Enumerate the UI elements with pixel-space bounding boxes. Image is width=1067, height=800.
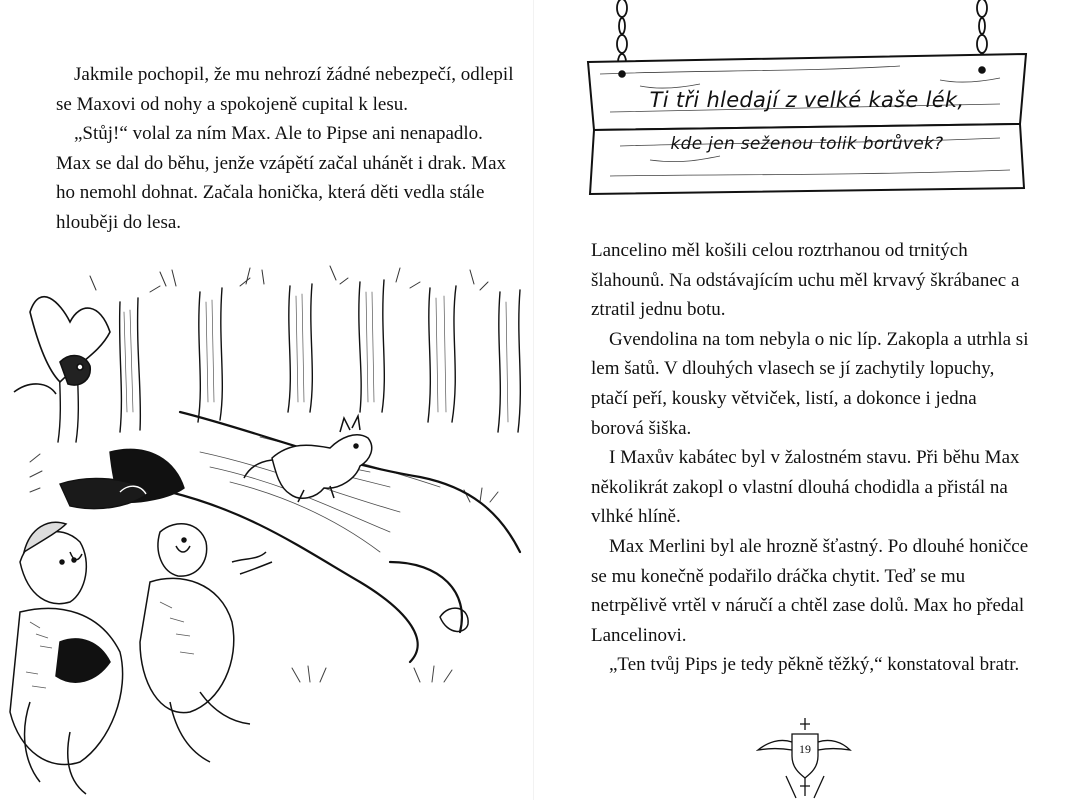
left-page bbox=[0, 0, 533, 800]
rock bbox=[440, 608, 468, 631]
sign-line-2: kde jen seženou tolik borůvek? bbox=[670, 134, 944, 154]
paragraph: Max Merlini byl ale hrozně šťastný. Po dlouhé honičce se mu konečně podařilo dráčka chytit. Teď se mu netrpělivě vrtěl v náručí a chtěl zase dolů. Max ho předal Lancelinovi. bbox=[591, 535, 1029, 646]
right-page-text bbox=[591, 236, 1031, 680]
paragraph: Jakmile pochopil, že mu nehrozí žádné nebezpečí, odlepil se Maxovi od nohy a spokojeně cupital k lesu. bbox=[56, 64, 514, 115]
left-page-text bbox=[56, 60, 516, 238]
page-number-emblem bbox=[756, 716, 852, 800]
sign-chain-left bbox=[617, 0, 627, 70]
paragraph: Lancelino měl košili celou roztrhanou od trnitých šlahounů. Na odstávajícím uchu měl krvavý škrábanec a ztratil jednu botu. bbox=[591, 240, 1020, 321]
forest-chase-illustration bbox=[0, 262, 533, 800]
sword-shield-icon bbox=[756, 716, 852, 800]
children-illustration bbox=[10, 522, 272, 794]
bird-illustration bbox=[14, 297, 110, 394]
paragraph: „Ten tvůj Pips je tedy pěkně těžký,“ konstatoval bratr. bbox=[609, 654, 1020, 676]
right-page bbox=[534, 0, 1067, 800]
dragon-illustration bbox=[244, 416, 372, 502]
paragraph: „Stůj!“ volal za ním Max. Ale to Pipse ani nenapadlo. Max se dal do běhu, jenže vzápětí začal uhánět i drak. Max ho nemohl dohnat. Začala honička, která děti vedla stále hlouběji do lesa. bbox=[56, 123, 507, 233]
paragraph: Gvendolina na tom nebyla o nic líp. Zakopla a utrhla si lem šatů. V dlouhých vlasech se jí zachytily lopuchy, ptačí peří, kousky větviček, listí, a dokonce i jedna borová šiška. bbox=[591, 328, 1029, 439]
hanging-wooden-sign bbox=[580, 0, 1034, 205]
witch-hat-illustration bbox=[60, 449, 184, 508]
sign-line-1: Ti tři hledají z velké kaše lék, bbox=[649, 88, 965, 112]
forest-trees bbox=[58, 280, 520, 442]
paragraph: I Maxův kabátec byl v žalostném stavu. Při běhu Max několikrát zakopl o vlastní dlouhá chodidla a přistál na vlhké hlíně. bbox=[591, 447, 1020, 528]
page-number: 19 bbox=[799, 742, 811, 756]
